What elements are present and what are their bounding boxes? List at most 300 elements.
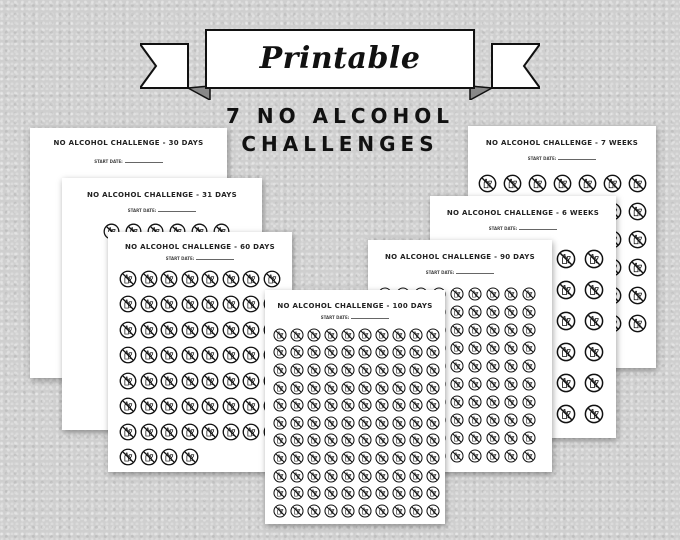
challenge-day-cell [373,414,390,432]
no-alcohol-icon [140,295,158,313]
no-alcohol-icon [242,397,260,415]
challenge-day-cell [271,344,288,362]
challenge-day-cell [466,393,484,411]
no-alcohol-icon [181,423,199,441]
challenge-day-cell [118,394,139,420]
challenge-day-cell [322,344,339,362]
challenge-day-cell [390,344,407,362]
no-alcohol-icon [504,395,518,409]
challenge-day-cell [139,343,160,369]
no-alcohol-icon [201,270,219,288]
challenge-day-cell [339,326,356,344]
no-alcohol-icon [358,416,372,430]
challenge-day-cell [390,379,407,397]
challenge-day-cell [305,449,322,467]
no-alcohol-icon [504,287,518,301]
challenge-day-cell [139,266,160,292]
challenge-day-cell [502,303,520,321]
no-alcohol-icon [307,345,321,359]
challenge-day-cell [625,169,650,197]
no-alcohol-icon [556,404,576,424]
no-alcohol-icon [556,280,576,300]
challenge-day-cell [200,343,221,369]
challenge-day-cell [322,379,339,397]
no-alcohol-icon [324,451,338,465]
challenge-day-cell [139,292,160,318]
challenge-day-cell [407,502,424,520]
challenge-day-cell [356,396,373,414]
challenge-day-cell [118,292,139,318]
start-date-field [430,226,616,231]
challenge-day-cell [390,502,407,520]
challenge-day-cell [271,502,288,520]
no-alcohol-icon [504,431,518,445]
no-alcohol-icon [119,346,137,364]
challenge-day-cell [118,266,139,292]
challenge-day-cell [484,285,502,303]
no-alcohol-icon [486,449,500,463]
no-alcohol-icon [358,433,372,447]
headline-line-2: CHALLENGES [241,132,439,156]
challenge-day-cell [139,419,160,445]
challenge-day-cell [580,243,608,274]
no-alcohol-icon [426,381,440,395]
no-alcohol-icon [341,381,355,395]
challenge-day-cell [424,484,441,502]
printable-banner [140,28,540,100]
no-alcohol-icon [409,328,423,342]
no-alcohol-icon [504,305,518,319]
challenge-day-cell [288,502,305,520]
no-alcohol-icon [392,486,406,500]
no-alcohol-icon [119,397,137,415]
challenge-day-cell [271,467,288,485]
no-alcohol-icon [409,451,423,465]
no-alcohol-icon [468,449,482,463]
no-alcohol-icon [307,398,321,412]
no-alcohol-icon [290,486,304,500]
challenge-day-cell [407,361,424,379]
challenge-day-cell [339,414,356,432]
challenge-day-cell [373,432,390,450]
challenge-day-cell [625,225,650,253]
no-alcohol-icon [628,202,647,221]
challenge-day-cell [139,317,160,343]
no-alcohol-icon [392,328,406,342]
challenge-day-cell [552,274,580,305]
no-alcohol-icon [160,423,178,441]
no-alcohol-icon [375,451,389,465]
challenge-day-cell [271,379,288,397]
no-alcohol-icon [119,423,137,441]
challenge-day-cell [288,414,305,432]
no-alcohol-icon [273,451,287,465]
challenge-day-cell [373,396,390,414]
challenge-day-cell [502,339,520,357]
challenge-day-cell [356,326,373,344]
challenge-day-cell [550,169,575,197]
start-date-field [265,315,445,320]
no-alcohol-icon [222,423,240,441]
challenge-day-cell [390,449,407,467]
challenge-day-cell [390,326,407,344]
sheet-title: NO ALCOHOL CHALLENGE - 60 DAYS [124,243,276,251]
no-alcohol-icon [358,504,372,518]
icon-grid [271,326,441,520]
challenge-day-cell [625,281,650,309]
no-alcohol-icon [392,469,406,483]
no-alcohol-icon [486,413,500,427]
challenge-day-cell [322,502,339,520]
no-alcohol-icon [468,305,482,319]
no-alcohol-icon [522,305,536,319]
challenge-day-cell [221,368,242,394]
no-alcohol-icon [273,433,287,447]
no-alcohol-icon [522,449,536,463]
no-alcohol-icon [409,345,423,359]
no-alcohol-icon [486,395,500,409]
challenge-day-cell [424,449,441,467]
challenge-day-cell [520,321,538,339]
no-alcohol-icon [375,328,389,342]
no-alcohol-icon [307,381,321,395]
challenge-day-cell [159,317,180,343]
challenge-day-cell [118,445,139,471]
sheet-title: NO ALCOHOL CHALLENGE - 31 DAYS [86,191,238,199]
challenge-day-cell [500,169,525,197]
challenge-day-cell [502,429,520,447]
no-alcohol-icon [273,504,287,518]
challenge-day-cell [407,379,424,397]
challenge-day-cell [339,432,356,450]
challenge-day-cell [625,253,650,281]
challenge-day-cell [305,326,322,344]
challenge-day-cell [502,321,520,339]
no-alcohol-icon [140,270,158,288]
challenge-day-cell [575,169,600,197]
challenge-day-cell [118,419,139,445]
no-alcohol-icon [486,359,500,373]
start-date-label: START DATE: [527,156,557,161]
challenge-day-cell [118,343,139,369]
no-alcohol-icon [450,449,464,463]
no-alcohol-icon [307,416,321,430]
no-alcohol-icon [222,372,240,390]
challenge-day-cell [580,398,608,429]
challenge-day-cell [502,411,520,429]
challenge-day-cell [520,339,538,357]
challenge-day-cell [221,394,242,420]
challenge-day-cell [159,343,180,369]
challenge-day-cell [339,484,356,502]
no-alcohol-icon [140,448,158,466]
no-alcohol-icon [273,398,287,412]
challenge-day-cell [159,266,180,292]
no-alcohol-icon [504,359,518,373]
no-alcohol-icon [450,341,464,355]
challenge-day-cell [139,368,160,394]
challenge-day-cell [305,344,322,362]
no-alcohol-icon [450,359,464,373]
challenge-day-cell [339,502,356,520]
challenge-day-cell [502,447,520,465]
no-alcohol-icon [201,423,219,441]
challenge-day-cell [502,285,520,303]
no-alcohol-icon [426,345,440,359]
challenge-day-cell [407,344,424,362]
no-alcohol-icon [409,416,423,430]
no-alcohol-icon [160,346,178,364]
no-alcohol-icon [426,486,440,500]
no-alcohol-icon [341,486,355,500]
no-alcohol-icon [409,363,423,377]
no-alcohol-icon [307,469,321,483]
challenge-day-cell [600,169,625,197]
no-alcohol-icon [375,345,389,359]
sheet-title: NO ALCOHOL CHALLENGE - 30 DAYS [53,139,204,147]
no-alcohol-icon [553,174,572,193]
challenge-day-cell [221,419,242,445]
start-date-label: START DATE: [425,270,455,275]
no-alcohol-icon [522,377,536,391]
start-date-field [468,156,656,161]
challenge-day-cell [373,484,390,502]
no-alcohol-icon [222,321,240,339]
challenge-day-cell [305,396,322,414]
no-alcohol-icon [584,373,604,393]
sheet-title: NO ALCOHOL CHALLENGE - 7 WEEKS [485,139,639,147]
no-alcohol-icon [181,295,199,313]
challenge-day-cell [305,484,322,502]
challenge-day-cell [466,303,484,321]
challenge-day-cell [221,317,242,343]
challenge-day-cell [139,445,160,471]
no-alcohol-icon [426,328,440,342]
challenge-day-cell [552,305,580,336]
no-alcohol-icon [426,504,440,518]
no-alcohol-icon [324,345,338,359]
no-alcohol-icon [290,504,304,518]
challenge-day-cell [322,484,339,502]
challenge-day-cell [580,305,608,336]
no-alcohol-icon [181,270,199,288]
challenge-day-cell [424,432,441,450]
no-alcohol-icon [628,174,647,193]
challenge-day-cell [424,414,441,432]
challenge-day-cell [241,343,262,369]
challenge-day-cell [339,467,356,485]
no-alcohol-icon [307,328,321,342]
challenge-day-cell [288,326,305,344]
no-alcohol-icon [504,323,518,337]
no-alcohol-icon [324,416,338,430]
no-alcohol-icon [584,311,604,331]
challenge-day-cell [484,393,502,411]
challenge-day-cell [159,368,180,394]
no-alcohol-icon [160,397,178,415]
no-alcohol-icon [181,448,199,466]
no-alcohol-icon [486,341,500,355]
no-alcohol-icon [358,398,372,412]
challenge-day-cell [502,375,520,393]
challenge-day-cell [448,321,466,339]
sheet-100-days [265,290,445,524]
no-alcohol-icon [522,287,536,301]
challenge-day-cell [407,414,424,432]
no-alcohol-icon [486,287,500,301]
challenge-day-cell [356,344,373,362]
no-alcohol-icon [375,486,389,500]
challenge-day-cell [580,367,608,398]
challenge-day-cell [339,361,356,379]
no-alcohol-icon [307,504,321,518]
challenge-day-cell [484,375,502,393]
challenge-day-cell [322,326,339,344]
no-alcohol-icon [522,323,536,337]
challenge-day-cell [373,361,390,379]
challenge-day-cell [180,343,201,369]
no-alcohol-icon [201,346,219,364]
challenge-day-cell [448,339,466,357]
challenge-day-cell [180,394,201,420]
challenge-day-cell [200,419,221,445]
challenge-day-cell [339,344,356,362]
no-alcohol-icon [160,295,178,313]
challenge-day-cell [271,432,288,450]
challenge-day-cell [484,357,502,375]
challenge-day-cell [466,375,484,393]
challenge-day-cell [424,326,441,344]
challenge-day-cell [271,484,288,502]
challenge-day-cell [322,361,339,379]
no-alcohol-icon [468,287,482,301]
challenge-day-cell [262,266,283,292]
challenge-day-cell [322,414,339,432]
no-alcohol-icon [426,469,440,483]
no-alcohol-icon [273,345,287,359]
no-alcohol-icon [628,230,647,249]
challenge-day-cell [407,396,424,414]
no-alcohol-icon [160,270,178,288]
challenge-day-cell [356,361,373,379]
no-alcohol-icon [290,416,304,430]
challenge-day-cell [552,398,580,429]
no-alcohol-icon [426,433,440,447]
challenge-day-cell [305,361,322,379]
challenge-day-cell [390,432,407,450]
challenge-day-cell [241,292,262,318]
challenge-day-cell [466,339,484,357]
start-date-label: START DATE: [127,208,157,213]
no-alcohol-icon [450,287,464,301]
challenge-day-cell [180,445,201,471]
challenge-day-cell [466,285,484,303]
no-alcohol-icon [324,363,338,377]
no-alcohol-icon [358,345,372,359]
no-alcohol-icon [409,486,423,500]
challenge-day-cell [241,368,262,394]
no-alcohol-icon [341,469,355,483]
challenge-day-cell [424,344,441,362]
challenge-day-cell [448,411,466,429]
no-alcohol-icon [201,321,219,339]
no-alcohol-icon [242,321,260,339]
no-alcohol-icon [341,451,355,465]
challenge-day-cell [424,467,441,485]
no-alcohol-icon [468,377,482,391]
no-alcohol-icon [468,395,482,409]
no-alcohol-icon [556,311,576,331]
challenge-day-cell [305,467,322,485]
challenge-day-cell [118,317,139,343]
no-alcohol-icon [181,372,199,390]
challenge-day-cell [339,449,356,467]
no-alcohol-icon [628,258,647,277]
no-alcohol-icon [392,345,406,359]
no-alcohol-icon [375,504,389,518]
no-alcohol-icon [468,323,482,337]
challenge-day-cell [159,394,180,420]
challenge-day-cell [271,414,288,432]
no-alcohol-icon [409,398,423,412]
challenge-day-cell [424,396,441,414]
challenge-day-cell [159,445,180,471]
no-alcohol-icon [181,346,199,364]
challenge-day-cell [288,467,305,485]
no-alcohol-icon [160,321,178,339]
no-alcohol-icon [140,397,158,415]
no-alcohol-icon [426,398,440,412]
no-alcohol-icon [358,381,372,395]
challenge-day-cell [373,449,390,467]
challenge-day-cell [373,379,390,397]
challenge-day-cell [525,169,550,197]
no-alcohol-icon [324,504,338,518]
no-alcohol-icon [358,469,372,483]
no-alcohol-icon [242,270,260,288]
no-alcohol-icon [324,381,338,395]
no-alcohol-icon [242,423,260,441]
no-alcohol-icon [201,397,219,415]
no-alcohol-icon [273,416,287,430]
no-alcohol-icon [486,377,500,391]
no-alcohol-icon [409,504,423,518]
challenge-day-cell [221,266,242,292]
no-alcohol-icon [140,423,158,441]
challenge-day-cell [322,396,339,414]
challenge-day-cell [139,394,160,420]
no-alcohol-icon [450,377,464,391]
no-alcohol-icon [358,328,372,342]
no-alcohol-icon [273,486,287,500]
no-alcohol-icon [307,433,321,447]
challenge-day-cell [448,303,466,321]
challenge-day-cell [271,396,288,414]
challenge-day-cell [466,429,484,447]
challenge-day-cell [288,432,305,450]
icon-grid [118,266,282,470]
start-date-label: START DATE: [165,256,195,261]
challenge-day-cell [520,285,538,303]
no-alcohol-icon [450,395,464,409]
challenge-day-cell [288,379,305,397]
challenge-day-cell [390,361,407,379]
no-alcohol-icon [486,323,500,337]
challenge-day-cell [552,243,580,274]
challenge-day-cell [180,368,201,394]
no-alcohol-icon [341,504,355,518]
no-alcohol-icon [242,346,260,364]
